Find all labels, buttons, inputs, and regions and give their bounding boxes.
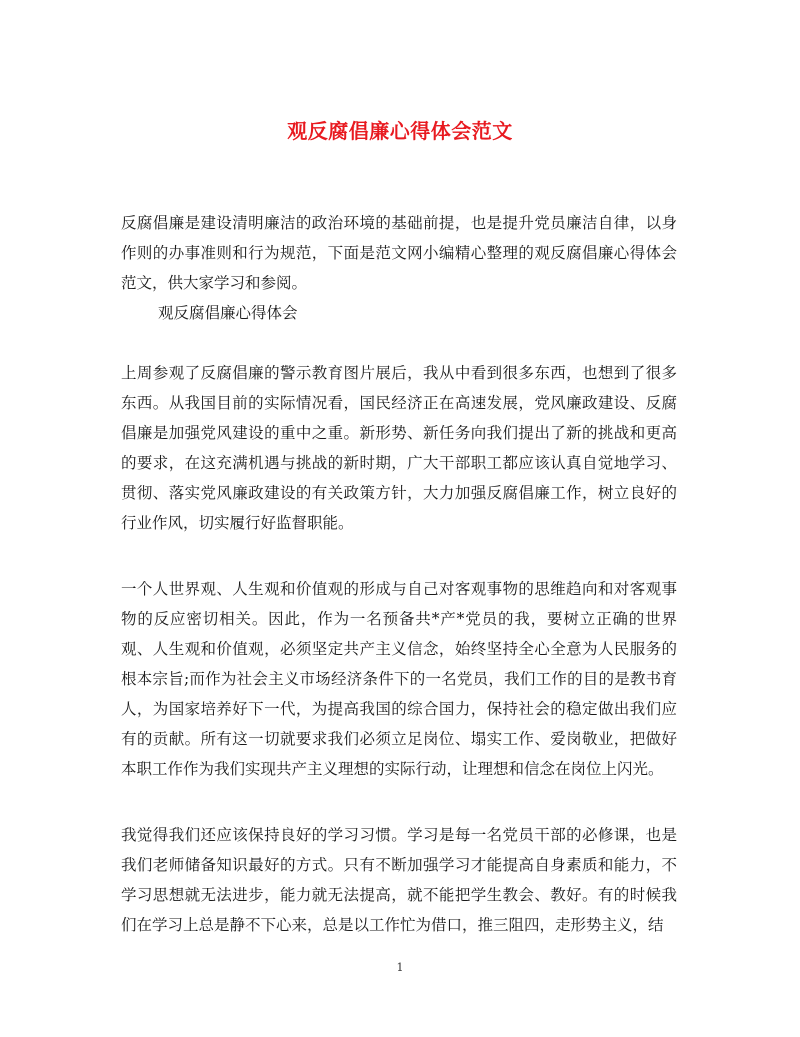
body-paragraph: 我觉得我们还应该保持良好的学习习惯。学习是每一名党员干部的必修课，也是我们老师储备知识最好的方式。只有不断加强学习才能提高自身素质和能力，不学习思想就无法进步，能力就无法提高，就不能把学生教会、教好。有的时候我们在学习上总是静不下心来，总是以工作忙为借口，推三阻四，走形势主义，结 bbox=[121, 826, 677, 934]
intro-paragraph: 反腐倡廉是建设清明廉洁的政治环境的基础前提，也是提升党员廉洁自律，以身作则的办事准则和行为规范，下面是范文网小编精心整理的观反腐倡廉心得体会范文，供大家学习和参阅。 bbox=[121, 214, 677, 292]
document-title: 观反腐倡廉心得体会范文 bbox=[287, 119, 513, 143]
section-subtitle: 观反腐倡廉心得体会 bbox=[158, 304, 298, 322]
page-number: 1 bbox=[396, 961, 404, 974]
body-paragraph: 上周参观了反腐倡廉的警示教育图片展后，我从中看到很多东西，也想到了很多东西。从我国目前的实际情况看，国民经济正在高速发展，党风廉政建设、反腐倡廉是加强党风建设的重中之重。新形势、新任务向我们提出了新的挑战和更高的要求，在这充满机遇与挑战的新时期，广大干部职工都应该认真自觉地学习、贯彻、落实党风廉政建设的有关政策方针，大力加强反腐倡廉工作，树立良好的行业作风，切实履行好监督职能。 bbox=[121, 364, 677, 532]
body-paragraph: 一个人世界观、人生观和价值观的形成与自己对客观事物的思维趋向和对客观事物的反应密切相关。因此，作为一名预备共*产*党员的我，要树立正确的世界观、人生观和价值观，必须坚定共产主义信念，始终坚持全心全意为人民服务的根本宗旨;而作为社会主义市场经济条件下的一名党员，我们工作的目的是教书育人，为国家培养好下一代，为提高我国的综合国力，保持社会的稳定做出我们应有的贡献。所有这一切就要求我们必须立足岗位、塌实工作、爱岗敬业，把做好本职工作作为我们实现共产主义理想的实际行动，让理想和信念在岗位上闪光。 bbox=[121, 580, 677, 778]
